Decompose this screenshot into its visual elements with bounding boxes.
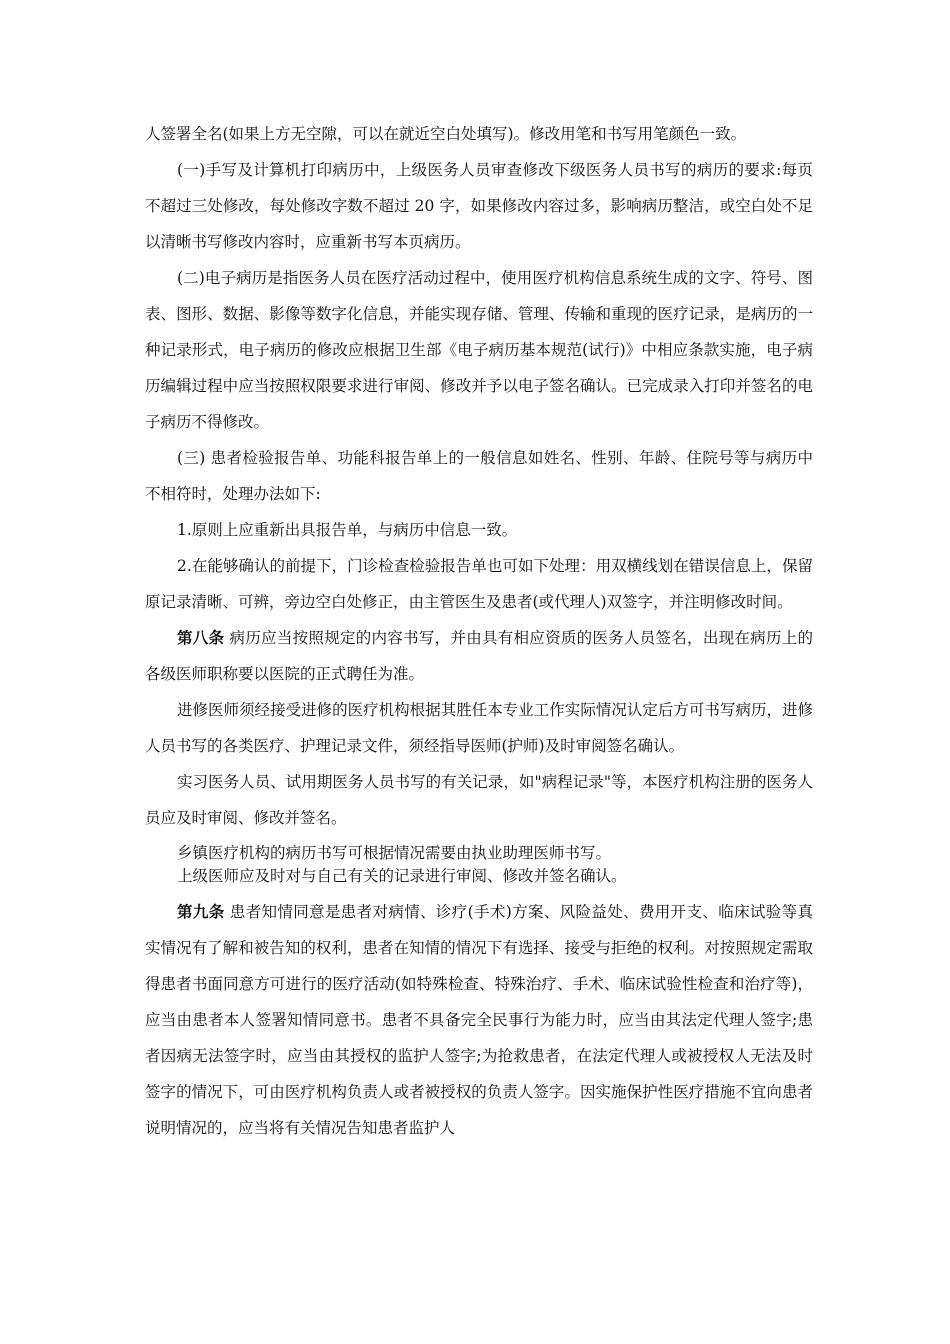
paragraph-report-mismatch: (三) 患者检验报告单、功能科报告单上的一般信息如姓名、性别、年龄、住院号等与病历中不相符时，处理办法如下: (145, 449, 813, 503)
paragraph-article-8 (145, 620, 813, 692)
paragraph-township: 乡镇医疗机构的病历书写可根据情况需要由执业助理医师书写。 (177, 844, 612, 862)
article-8-heading: 第八条 (177, 628, 225, 647)
paragraph-handwritten-rules: (一)手写及计算机打印病历中，上级医务人员审查修改下级医务人员书写的病历的要求:每页不超过三处修改，每处修改字数不超过 20 字，如果修改内容过多，影响病历整洁，或空白处不足以清晰书写修改内容时，应重新书写本页病历。 (145, 161, 813, 251)
paragraph-electronic-records: (二)电子病历是指医务人员在医疗活动过程中，使用医疗机构信息系统生成的文字、符号、图表、图形、数据、影像等数字化信息，并能实现存储、管理、传输和重现的医疗记录，是病历的一种记录形式，电子病历的修改应根据卫生部《电子病历基本规范(试行)》中相应条款实施，电子病历编辑过程中应当按照权限要求进行审阅、修改并予以电子签名确认。已完成录入打印并签名的电子病历不得修改。 (145, 269, 813, 431)
paragraph-item-1: 1.原则上应重新出具报告单，与病历中信息一致。 (177, 521, 518, 539)
article-9-text: 患者知情同意是患者对病情、诊疗(手术)方案、风险益处、费用开支、临床试验等真实情况有了解和被告知的权利，患者在知情的情况下有选择、接受与拒绝的权利。对按照规定需取得患者书面同意方可进行的医疗活动(如特殊检查、特殊治疗、手术、临床试验性检查和治疗等)，应当由患者本人签署知情同意书。患者不具备完全民事行为能力时，应当由其法定代理人签字;患者因病无法签字时，应当由其授权的监护人签字;为抢救患者，在法定代理人或被授权人无法及时签字的情况下，可由医疗机构负责人或者被授权的负责人签字。因实施保护性医疗措施不宜向患者说明情况的，应当将有关情况告知患者监护人 (145, 903, 813, 1137)
paragraph-signature-note: 人签署全名(如果上方无空隙，可以在就近空白处填写)。修改用笔和书写用笔颜色一致。 (145, 125, 747, 143)
document-body (145, 116, 813, 1146)
article-9-heading: 第九条 (177, 902, 225, 921)
paragraph-senior-review: 上级医师应及时对与自己有关的记录进行审阅、修改并签名确认。 (177, 867, 627, 885)
paragraph-interns: 实习医务人员、试用期医务人员书写的有关记录，如"病程记录"等，本医疗机构注册的医务人员应及时审阅、修改并签名。 (145, 773, 813, 827)
paragraph-trainee-physicians: 进修医师须经接受进修的医疗机构根据其胜任本专业工作实际情况认定后方可书写病历，进修人员书写的各类医疗、护理记录文件，须经指导医师(护师)及时审阅签名确认。 (145, 701, 813, 755)
article-8-text: 病历应当按照规定的内容书写，并由具有相应资质的医务人员签名，出现在病历上的各级医师职称要以医院的正式聘任为准。 (145, 629, 813, 683)
paragraph-item-2: 2.在能够确认的前提下，门诊检查检验报告单也可如下处理：用双横线划在错误信息上，保留原记录清晰、可辨，旁边空白处修正，由主管医生及患者(或代理人)双签字，并注明修改时间。 (145, 557, 813, 611)
paragraph-article-9 (145, 894, 813, 1146)
